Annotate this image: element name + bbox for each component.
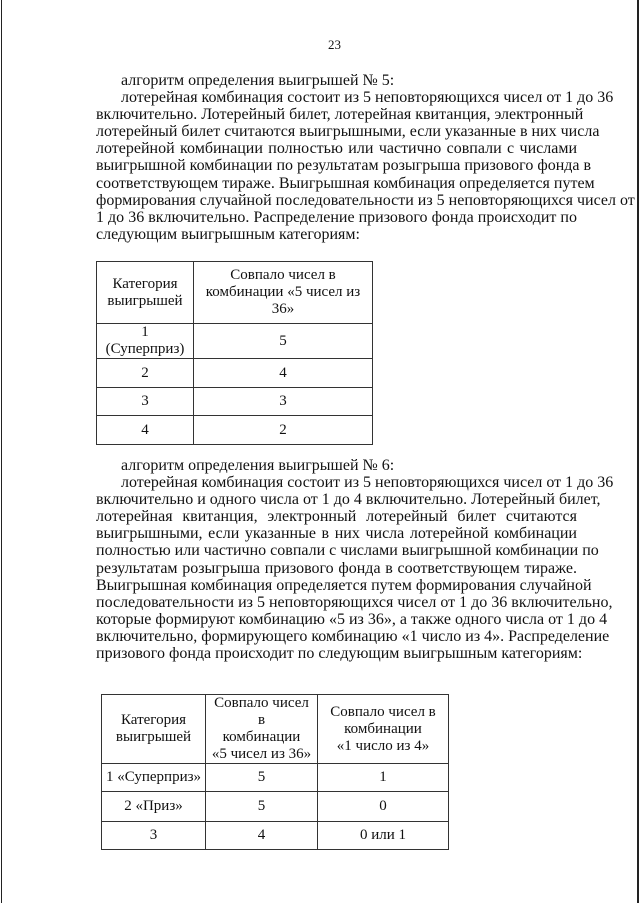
paragraph-line: 1 до 36 включительно. Распределение призового фонда происходит по [96, 208, 577, 226]
paragraph-line: последовательности из 5 неповторяющихся чисел от 1 до 36 включительно, [96, 593, 613, 611]
table-header-cell [206, 695, 318, 764]
paragraph-line: формирования случайной последовательности из 5 неповторяющихся чисел от [96, 191, 635, 209]
table-header-cell [97, 262, 194, 324]
paragraph-line: лотерейная комбинация состоит из 5 неповторяющихся чисел от 1 до 36 [121, 474, 614, 492]
header-text-line: выигрышей [115, 729, 192, 745]
table-header-row [97, 262, 373, 324]
paragraph-line: лотерейная комбинация состоит из 5 неповторяющихся чисел от 1 до 36 [121, 89, 614, 107]
paragraph-line: лотерейная квитанция, электронный лотерейный билет считаются [96, 508, 577, 526]
table-cell: 5 [194, 324, 373, 359]
section-5-text [96, 72, 635, 243]
header-text-line: Категория [112, 275, 178, 292]
table-cell: 3 [102, 822, 206, 850]
table-cell: 4 [206, 822, 318, 850]
table-row [97, 359, 373, 388]
table-header-cell [318, 695, 449, 764]
header-text-line: Совпало чисел в [230, 267, 336, 283]
table-row [102, 792, 449, 822]
table-cell: 5 [206, 764, 318, 792]
table-row [97, 416, 373, 445]
paragraph-line: полностью или частично совпали с числами выигрышной комбинации по [96, 542, 599, 560]
table-cell: 2 [97, 359, 194, 388]
paragraph-line: включительно, формирующего комбинацию «1 число из 4». Распределение [96, 627, 610, 645]
page-number: 23 [328, 37, 341, 52]
table-cell: 4 [97, 416, 194, 445]
header-text-line: выигрышей [107, 292, 183, 309]
table-cell: 0 [318, 792, 449, 822]
header-text-line: Категория [121, 712, 186, 728]
paragraph-line: призового фонда происходит по следующим выигрышным категориям: [96, 645, 583, 663]
section-5-prize-table [96, 261, 373, 445]
paragraph-line: следующим выигрышным категориям: [96, 225, 360, 243]
header-text-line: комбинации [344, 720, 422, 737]
table-row [102, 764, 449, 792]
table-cell: 2 «Приз» [102, 792, 206, 822]
table-cell: 5 [206, 792, 318, 822]
section-6-prize-table [101, 694, 449, 850]
paragraph-line: которые формируют комбинацию «5 из 36», а также одного числа от 1 до 4 [96, 610, 608, 628]
table-cell: 3 [97, 388, 194, 416]
section-5-heading: алгоритм определения выигрышей № 5: [121, 72, 395, 89]
table-row [97, 324, 373, 359]
header-text-line: 36» [271, 301, 295, 317]
table-cell: 0 или 1 [318, 822, 449, 850]
paragraph-line: Выигрышная комбинация определяется путем формирования случайной [96, 576, 592, 594]
table-row [102, 822, 449, 850]
paragraph-line: выигрышными, если указанные в них числа лотерейной комбинации [96, 525, 577, 543]
section-6-heading: алгоритм определения выигрышей № 6: [121, 457, 395, 474]
header-text-line: Совпало чисел в [330, 703, 436, 720]
paragraph-line: включительно и одного числа от 1 до 4 включительно. Лотерейный билет, [96, 491, 601, 509]
table-cell: 2 [194, 416, 373, 445]
paragraph-line: включительно. Лотерейный билет, лотерейная квитанция, электронный [96, 106, 584, 124]
table-row [97, 388, 373, 416]
header-text-line: Совпало чисел в [214, 695, 309, 728]
header-text-line: комбинации «5 чисел из [205, 284, 361, 300]
table-cell: 1 [318, 764, 449, 792]
header-text-line: «1 число из 4» [336, 737, 430, 754]
paragraph-line: соответствующем тираже. Выигрышная комбинация определяется путем [96, 174, 595, 192]
paragraph-line: лотерейной комбинации полностью или частично совпали с числами [96, 140, 577, 158]
table-header-cell [102, 695, 206, 764]
paragraph-line: выигрышной комбинации по результатам розыгрыша призового фонда в [96, 157, 592, 175]
table-header-row [102, 695, 449, 764]
table-cell: 3 [194, 388, 373, 416]
table-cell: 1 (Суперприз) [97, 324, 194, 359]
table-cell: 4 [194, 359, 373, 388]
section-6-text [96, 457, 614, 663]
header-text-line: «5 чисел из 36» [211, 746, 312, 762]
table-header-cell [194, 262, 373, 324]
header-text-line: комбинации [222, 729, 301, 745]
paragraph-line: лотерейный билет считаются выигрышными, если указанные в них числа [96, 123, 600, 141]
paragraph-line: результатам розыгрыша призового фонда в соответствующем тираже. [96, 559, 577, 577]
table-cell: 1 «Суперприз» [102, 764, 206, 792]
